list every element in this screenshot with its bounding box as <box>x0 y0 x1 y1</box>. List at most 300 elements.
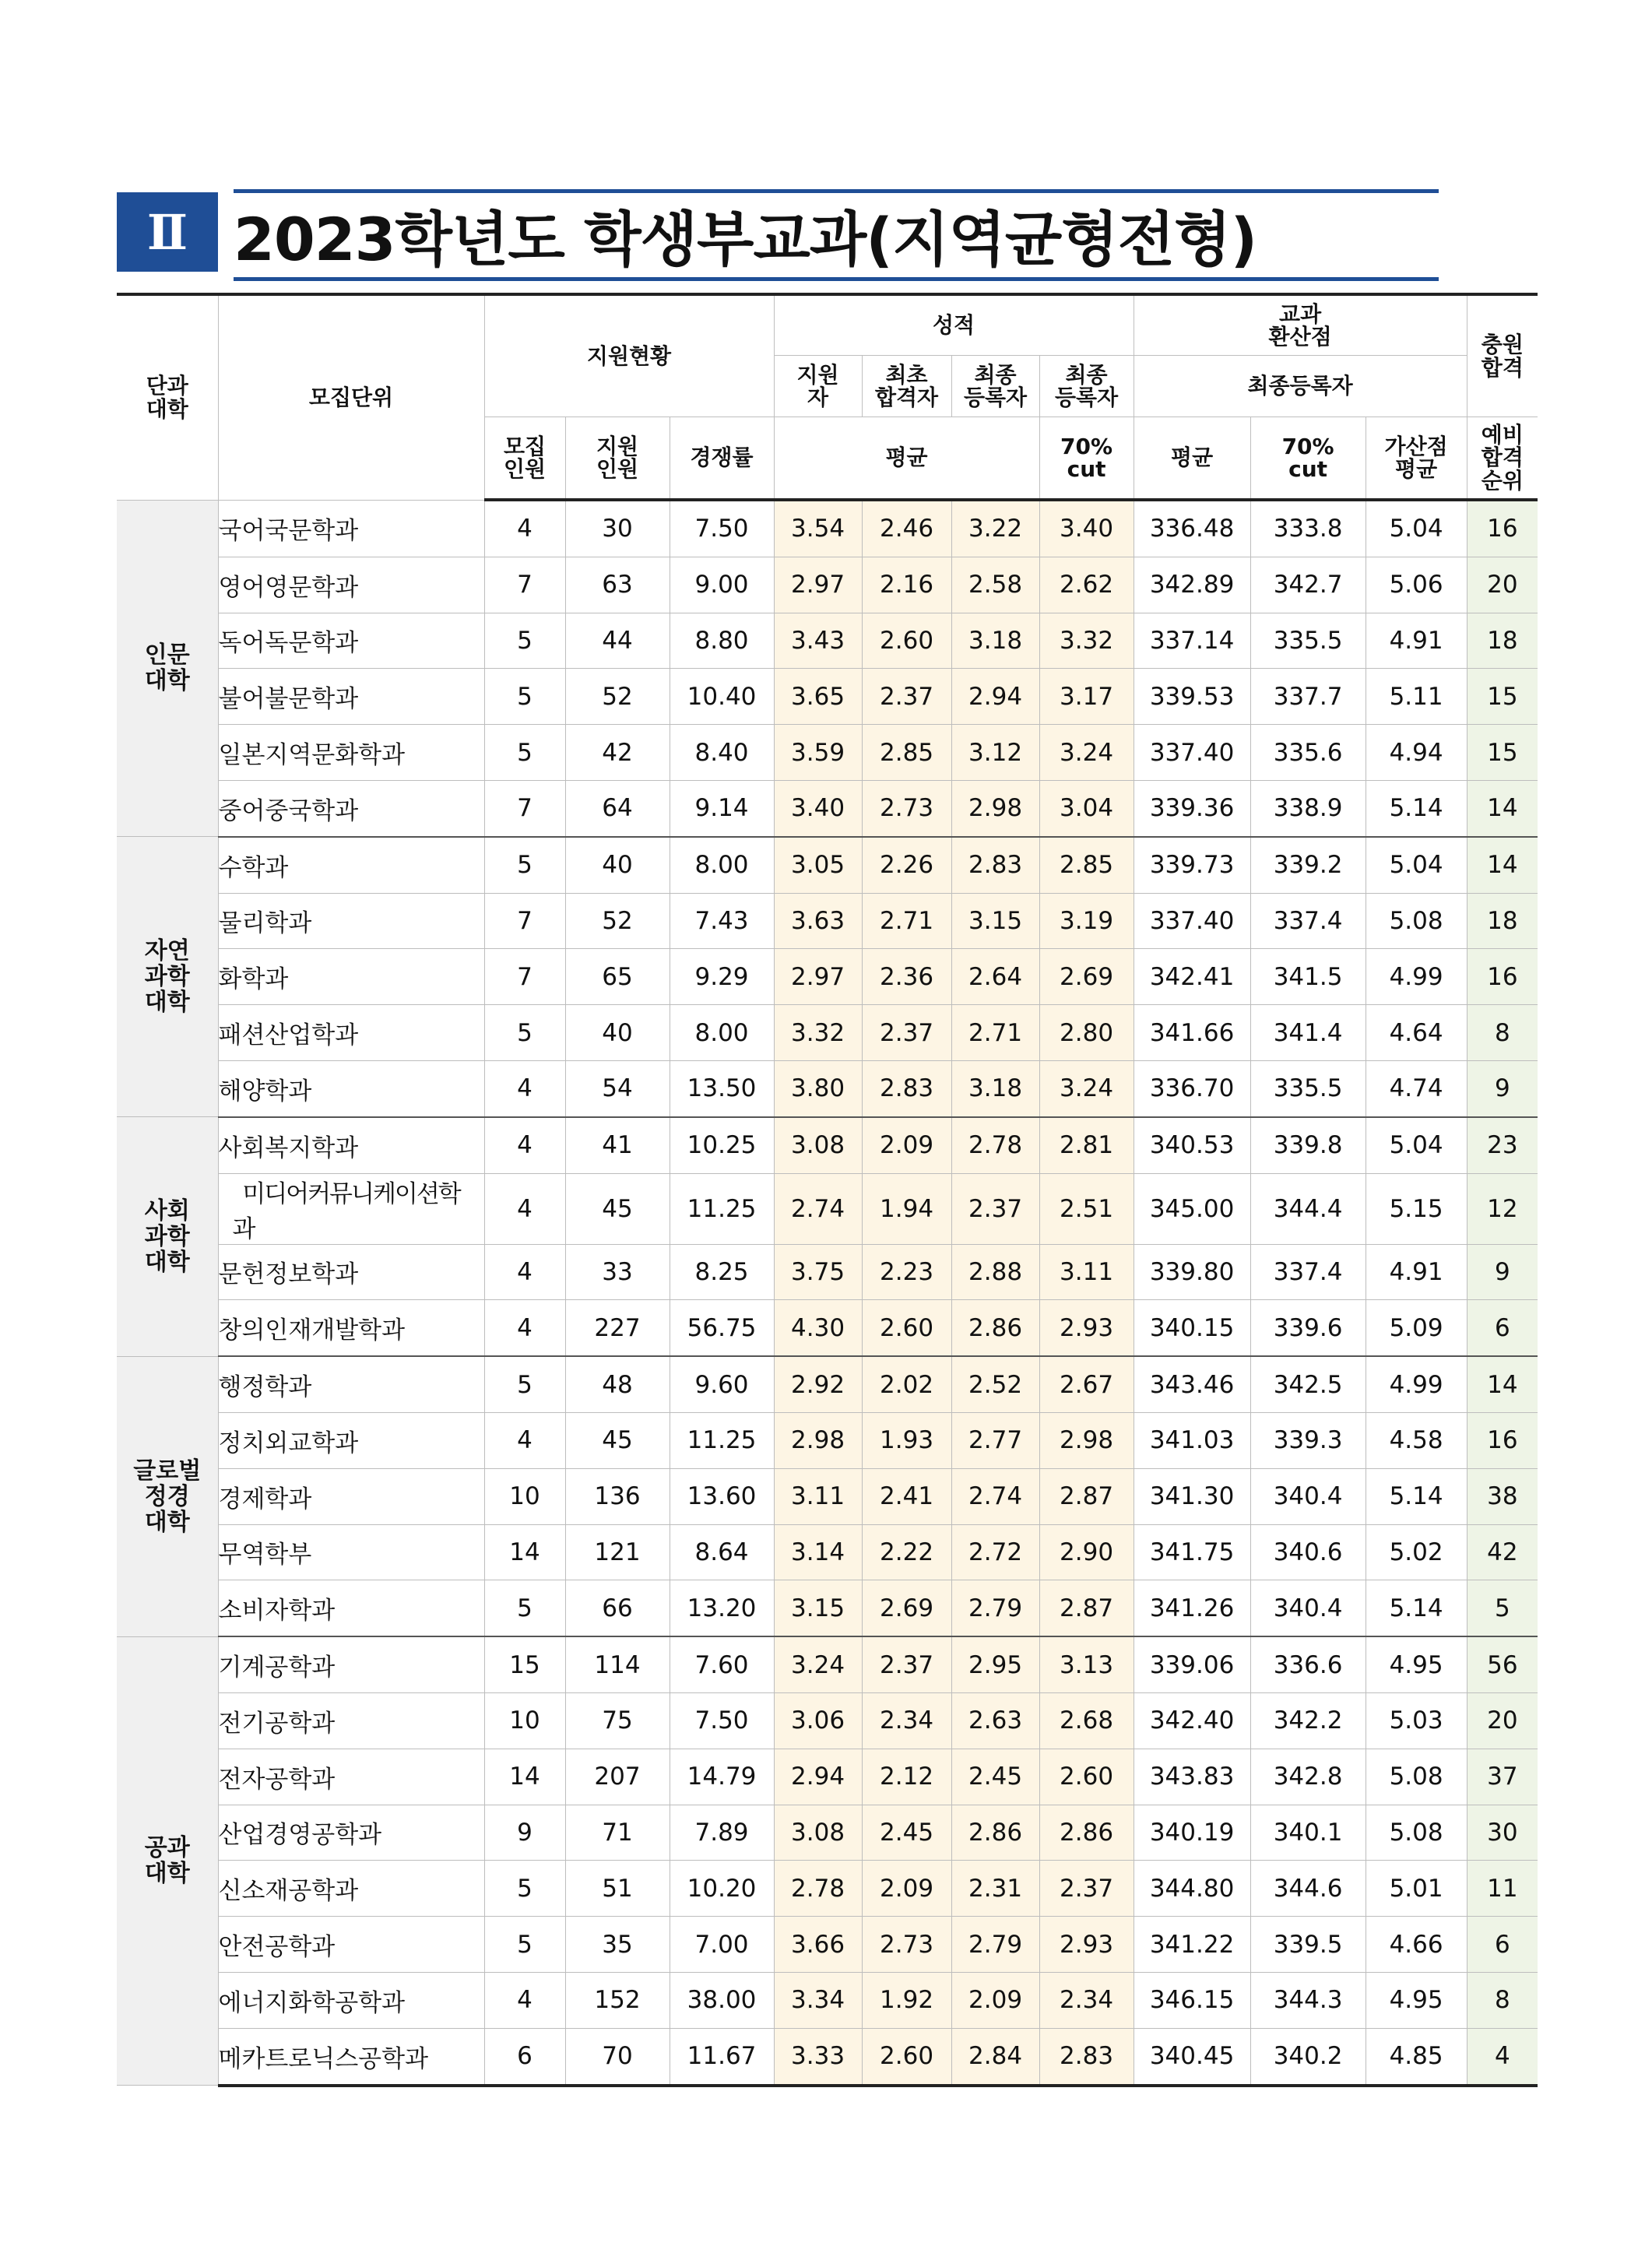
grade-applicant-cell: 3.34 <box>774 1972 862 2028</box>
grade-applicant-cell: 3.54 <box>774 500 862 557</box>
converted-avg-cell: 340.45 <box>1134 2028 1250 2085</box>
waitlist-rank-cell: 14 <box>1467 780 1538 836</box>
applicants-cell: 227 <box>565 1300 670 1356</box>
quota-cell: 4 <box>484 1244 565 1300</box>
department-name-cell: 문헌정보학과 <box>218 1244 484 1300</box>
applicants-cell: 66 <box>565 1580 670 1636</box>
converted-avg-cell: 342.40 <box>1134 1692 1250 1749</box>
converted-cut70-cell: 342.5 <box>1250 1356 1366 1412</box>
bonus-avg-cell: 5.02 <box>1366 1524 1467 1580</box>
waitlist-rank-cell: 6 <box>1467 1917 1538 1973</box>
bonus-avg-cell: 4.85 <box>1366 2028 1467 2085</box>
department-name-cell: 무역학부 <box>218 1524 484 1580</box>
waitlist-rank-cell: 15 <box>1467 669 1538 725</box>
table-row <box>117 557 1538 613</box>
table-row <box>117 1972 1538 2028</box>
quota-cell: 5 <box>484 1917 565 1973</box>
converted-avg-cell: 337.40 <box>1134 725 1250 781</box>
ratio-cell: 7.00 <box>670 1917 774 1973</box>
ratio-cell: 9.00 <box>670 557 774 613</box>
converted-cut70-cell: 337.4 <box>1250 893 1366 949</box>
grade-final-reg-cell: 2.72 <box>951 1524 1039 1580</box>
grade-cut70-cell: 2.60 <box>1039 1749 1134 1805</box>
college-name-cell: 공과 대학 <box>117 1636 218 2085</box>
ratio-cell: 8.80 <box>670 613 774 669</box>
quota-cell: 4 <box>484 1173 565 1244</box>
bonus-avg-cell: 5.15 <box>1366 1173 1467 1244</box>
bonus-avg-cell: 5.01 <box>1366 1861 1467 1917</box>
header-unit: 모집단위 <box>218 294 484 500</box>
applicants-cell: 65 <box>565 949 670 1005</box>
header-conv-cut70: 70% cut <box>1250 417 1366 501</box>
grade-final-reg-cell: 2.45 <box>951 1749 1039 1805</box>
applicants-cell: 45 <box>565 1412 670 1468</box>
grade-cut70-cell: 2.69 <box>1039 949 1134 1005</box>
ratio-cell: 8.00 <box>670 837 774 893</box>
grade-cut70-cell: 2.93 <box>1039 1300 1134 1356</box>
waitlist-rank-cell: 18 <box>1467 893 1538 949</box>
table-body <box>117 500 1538 2086</box>
header-cut70: 70% cut <box>1039 417 1134 501</box>
bonus-avg-cell: 5.09 <box>1366 1300 1467 1356</box>
header-college: 단과 대학 <box>117 294 218 500</box>
grade-cut70-cell: 2.83 <box>1039 2028 1134 2085</box>
quota-cell: 5 <box>484 1861 565 1917</box>
quota-cell: 7 <box>484 780 565 836</box>
ratio-cell: 11.25 <box>670 1412 774 1468</box>
grade-first-pass-cell: 2.34 <box>862 1692 951 1749</box>
bonus-avg-cell: 5.11 <box>1366 669 1467 725</box>
department-name-cell: 수학과 <box>218 837 484 893</box>
grade-applicant-cell: 2.97 <box>774 949 862 1005</box>
ratio-cell: 13.20 <box>670 1580 774 1636</box>
waitlist-rank-cell: 18 <box>1467 613 1538 669</box>
applicants-cell: 54 <box>565 1060 670 1116</box>
converted-cut70-cell: 340.4 <box>1250 1468 1366 1524</box>
table-row <box>117 1692 1538 1749</box>
bonus-avg-cell: 5.08 <box>1366 1749 1467 1805</box>
table-row <box>117 780 1538 836</box>
ratio-cell: 38.00 <box>670 1972 774 2028</box>
grade-first-pass-cell: 2.60 <box>862 1300 951 1356</box>
header-conv-avg: 평균 <box>1134 417 1250 501</box>
header-first-pass: 최초 합격자 <box>862 356 951 417</box>
quota-cell: 14 <box>484 1524 565 1580</box>
ratio-cell: 10.25 <box>670 1117 774 1173</box>
quota-cell: 14 <box>484 1749 565 1805</box>
converted-avg-cell: 340.19 <box>1134 1805 1250 1861</box>
grade-final-reg-cell: 2.95 <box>951 1636 1039 1692</box>
converted-cut70-cell: 344.6 <box>1250 1861 1366 1917</box>
grade-cut70-cell: 2.80 <box>1039 1005 1134 1061</box>
converted-avg-cell: 342.89 <box>1134 557 1250 613</box>
section-title: 2023학년도 학생부교과(지역균형전형) <box>234 204 1257 274</box>
grade-applicant-cell: 3.08 <box>774 1117 862 1173</box>
quota-cell: 5 <box>484 669 565 725</box>
waitlist-rank-cell: 9 <box>1467 1244 1538 1300</box>
college-name-cell: 사회 과학 대학 <box>117 1117 218 1356</box>
grade-final-reg-cell: 2.86 <box>951 1300 1039 1356</box>
converted-avg-cell: 342.41 <box>1134 949 1250 1005</box>
applicants-cell: 136 <box>565 1468 670 1524</box>
ratio-cell: 56.75 <box>670 1300 774 1356</box>
department-name-cell: 국어국문학과 <box>218 500 484 557</box>
converted-avg-cell: 341.30 <box>1134 1468 1250 1524</box>
grade-final-reg-cell: 2.83 <box>951 837 1039 893</box>
header-quota: 모집 인원 <box>484 417 565 501</box>
section-title-bar <box>117 189 1440 279</box>
department-name-cell: 경제학과 <box>218 1468 484 1524</box>
applicants-cell: 52 <box>565 669 670 725</box>
ratio-cell: 14.79 <box>670 1749 774 1805</box>
applicants-cell: 41 <box>565 1117 670 1173</box>
table-row <box>117 1173 1538 1244</box>
grade-first-pass-cell: 2.73 <box>862 1917 951 1973</box>
bonus-avg-cell: 5.04 <box>1366 837 1467 893</box>
bonus-avg-cell: 5.14 <box>1366 1580 1467 1636</box>
grade-final-reg-cell: 2.74 <box>951 1468 1039 1524</box>
converted-avg-cell: 345.00 <box>1134 1173 1250 1244</box>
converted-cut70-cell: 339.3 <box>1250 1412 1366 1468</box>
admission-results-table <box>117 293 1538 2087</box>
table-row <box>117 1117 1538 1173</box>
grade-first-pass-cell: 2.16 <box>862 557 951 613</box>
grade-applicant-cell: 2.98 <box>774 1412 862 1468</box>
converted-cut70-cell: 338.9 <box>1250 780 1366 836</box>
department-name-cell: 메카트로닉스공학과 <box>218 2028 484 2085</box>
grade-first-pass-cell: 2.60 <box>862 613 951 669</box>
department-name-cell: 신소재공학과 <box>218 1861 484 1917</box>
bonus-avg-cell: 4.99 <box>1366 949 1467 1005</box>
converted-cut70-cell: 340.1 <box>1250 1805 1366 1861</box>
bonus-avg-cell: 4.95 <box>1366 1636 1467 1692</box>
waitlist-rank-cell: 14 <box>1467 1356 1538 1412</box>
quota-cell: 10 <box>484 1468 565 1524</box>
applicants-cell: 45 <box>565 1173 670 1244</box>
department-name-cell: 행정학과 <box>218 1356 484 1412</box>
table-row <box>117 725 1538 781</box>
converted-cut70-cell: 344.4 <box>1250 1173 1366 1244</box>
grade-final-reg-cell: 2.77 <box>951 1412 1039 1468</box>
department-name-cell: 불어불문학과 <box>218 669 484 725</box>
applicants-cell: 152 <box>565 1972 670 2028</box>
grade-final-reg-cell: 2.37 <box>951 1173 1039 1244</box>
quota-cell: 7 <box>484 893 565 949</box>
bonus-avg-cell: 4.66 <box>1366 1917 1467 1973</box>
ratio-cell: 7.60 <box>670 1636 774 1692</box>
grade-final-reg-cell: 2.86 <box>951 1805 1039 1861</box>
bonus-avg-cell: 4.64 <box>1366 1005 1467 1061</box>
applicants-cell: 48 <box>565 1356 670 1412</box>
grade-final-reg-cell: 2.78 <box>951 1117 1039 1173</box>
converted-cut70-cell: 341.5 <box>1250 949 1366 1005</box>
quota-cell: 4 <box>484 1300 565 1356</box>
converted-avg-cell: 341.26 <box>1134 1580 1250 1636</box>
grade-cut70-cell: 2.37 <box>1039 1861 1134 1917</box>
applicants-cell: 114 <box>565 1636 670 1692</box>
header-applicant: 지원 자 <box>774 356 862 417</box>
converted-cut70-cell: 335.5 <box>1250 1060 1366 1116</box>
converted-avg-cell: 341.03 <box>1134 1412 1250 1468</box>
header-waitlist: 예비 합격 순위 <box>1467 417 1538 501</box>
quota-cell: 6 <box>484 2028 565 2085</box>
ratio-cell: 9.29 <box>670 949 774 1005</box>
quota-cell: 9 <box>484 1805 565 1861</box>
grade-applicant-cell: 3.15 <box>774 1580 862 1636</box>
quota-cell: 4 <box>484 1412 565 1468</box>
ratio-cell: 7.43 <box>670 893 774 949</box>
applicants-cell: 70 <box>565 2028 670 2085</box>
converted-avg-cell: 339.06 <box>1134 1636 1250 1692</box>
converted-cut70-cell: 341.4 <box>1250 1005 1366 1061</box>
converted-cut70-cell: 339.5 <box>1250 1917 1366 1973</box>
quota-cell: 4 <box>484 1972 565 2028</box>
converted-avg-cell: 339.36 <box>1134 780 1250 836</box>
grade-cut70-cell: 3.11 <box>1039 1244 1134 1300</box>
bonus-avg-cell: 5.04 <box>1366 500 1467 557</box>
waitlist-rank-cell: 20 <box>1467 1692 1538 1749</box>
grade-applicant-cell: 3.65 <box>774 669 862 725</box>
bonus-avg-cell: 4.91 <box>1366 1244 1467 1300</box>
applicants-cell: 33 <box>565 1244 670 1300</box>
applicants-cell: 51 <box>565 1861 670 1917</box>
table-header <box>117 294 1538 500</box>
table-row <box>117 1805 1538 1861</box>
table-row <box>117 2028 1538 2085</box>
grade-first-pass-cell: 2.41 <box>862 1468 951 1524</box>
quota-cell: 7 <box>484 557 565 613</box>
table-row <box>117 1636 1538 1692</box>
grade-first-pass-cell: 2.26 <box>862 837 951 893</box>
grade-applicant-cell: 2.94 <box>774 1749 862 1805</box>
grade-cut70-cell: 3.04 <box>1039 780 1134 836</box>
ratio-cell: 9.14 <box>670 780 774 836</box>
grade-applicant-cell: 3.32 <box>774 1005 862 1061</box>
quota-cell: 5 <box>484 837 565 893</box>
grade-applicant-cell: 2.97 <box>774 557 862 613</box>
bonus-avg-cell: 4.95 <box>1366 1972 1467 2028</box>
department-name-cell: 독어독문학과 <box>218 613 484 669</box>
quota-cell: 5 <box>484 725 565 781</box>
waitlist-rank-cell: 8 <box>1467 1972 1538 2028</box>
applicants-cell: 40 <box>565 837 670 893</box>
department-name-cell: 영어영문학과 <box>218 557 484 613</box>
header-additional: 충원 합격 <box>1467 294 1538 417</box>
grade-cut70-cell: 3.13 <box>1039 1636 1134 1692</box>
grade-first-pass-cell: 2.71 <box>862 893 951 949</box>
header-grades: 성적 <box>774 294 1134 356</box>
grade-final-reg-cell: 2.52 <box>951 1356 1039 1412</box>
converted-avg-cell: 343.46 <box>1134 1356 1250 1412</box>
bonus-avg-cell: 4.91 <box>1366 613 1467 669</box>
grade-first-pass-cell: 1.94 <box>862 1173 951 1244</box>
converted-avg-cell: 340.53 <box>1134 1117 1250 1173</box>
table-row <box>117 1300 1538 1356</box>
waitlist-rank-cell: 16 <box>1467 949 1538 1005</box>
grade-applicant-cell: 3.75 <box>774 1244 862 1300</box>
ratio-cell: 8.64 <box>670 1524 774 1580</box>
department-name-cell: 전기공학과 <box>218 1692 484 1749</box>
grade-first-pass-cell: 2.60 <box>862 2028 951 2085</box>
quota-cell: 4 <box>484 1117 565 1173</box>
grade-applicant-cell: 2.74 <box>774 1173 862 1244</box>
table-row <box>117 1917 1538 1973</box>
college-name-cell: 인문 대학 <box>117 500 218 837</box>
converted-avg-cell: 341.75 <box>1134 1524 1250 1580</box>
grade-cut70-cell: 3.32 <box>1039 613 1134 669</box>
grade-cut70-cell: 3.19 <box>1039 893 1134 949</box>
converted-cut70-cell: 344.3 <box>1250 1972 1366 2028</box>
applicants-cell: 63 <box>565 557 670 613</box>
grade-applicant-cell: 3.24 <box>774 1636 862 1692</box>
converted-avg-cell: 341.66 <box>1134 1005 1250 1061</box>
grade-applicant-cell: 3.08 <box>774 1805 862 1861</box>
ratio-cell: 8.25 <box>670 1244 774 1300</box>
bonus-avg-cell: 5.14 <box>1366 1468 1467 1524</box>
table-row <box>117 1412 1538 1468</box>
grade-final-reg-cell: 2.58 <box>951 557 1039 613</box>
quota-cell: 4 <box>484 500 565 557</box>
grade-first-pass-cell: 2.02 <box>862 1356 951 1412</box>
converted-avg-cell: 339.53 <box>1134 669 1250 725</box>
grade-first-pass-cell: 1.93 <box>862 1412 951 1468</box>
ratio-cell: 13.50 <box>670 1060 774 1116</box>
grade-cut70-cell: 2.93 <box>1039 1917 1134 1973</box>
bonus-avg-cell: 5.08 <box>1366 1805 1467 1861</box>
grade-first-pass-cell: 2.12 <box>862 1749 951 1805</box>
waitlist-rank-cell: 8 <box>1467 1005 1538 1061</box>
grade-final-reg-cell: 3.12 <box>951 725 1039 781</box>
grade-applicant-cell: 4.30 <box>774 1300 862 1356</box>
college-name-cell: 글로벌 정경 대학 <box>117 1356 218 1636</box>
grade-final-reg-cell: 3.22 <box>951 500 1039 557</box>
department-name-cell: 소비자학과 <box>218 1580 484 1636</box>
waitlist-rank-cell: 6 <box>1467 1300 1538 1356</box>
grade-first-pass-cell: 2.85 <box>862 725 951 781</box>
applicants-cell: 40 <box>565 1005 670 1061</box>
applicants-cell: 75 <box>565 1692 670 1749</box>
waitlist-rank-cell: 30 <box>1467 1805 1538 1861</box>
converted-avg-cell: 340.15 <box>1134 1300 1250 1356</box>
converted-cut70-cell: 340.4 <box>1250 1580 1366 1636</box>
bonus-avg-cell: 4.58 <box>1366 1412 1467 1468</box>
applicants-cell: 121 <box>565 1524 670 1580</box>
grade-cut70-cell: 3.24 <box>1039 725 1134 781</box>
bonus-avg-cell: 4.74 <box>1366 1060 1467 1116</box>
department-name-cell: 해양학과 <box>218 1060 484 1116</box>
converted-cut70-cell: 335.5 <box>1250 613 1366 669</box>
grade-cut70-cell: 2.34 <box>1039 1972 1134 2028</box>
section-numeral: Ⅱ <box>117 192 218 272</box>
applicants-cell: 207 <box>565 1749 670 1805</box>
converted-cut70-cell: 340.2 <box>1250 2028 1366 2085</box>
waitlist-rank-cell: 38 <box>1467 1468 1538 1524</box>
converted-cut70-cell: 339.8 <box>1250 1117 1366 1173</box>
converted-cut70-cell: 342.8 <box>1250 1749 1366 1805</box>
waitlist-rank-cell: 4 <box>1467 2028 1538 2085</box>
header-final-reg-cut: 최종 등록자 <box>1039 356 1134 417</box>
grade-final-reg-cell: 2.31 <box>951 1861 1039 1917</box>
grade-cut70-cell: 2.87 <box>1039 1468 1134 1524</box>
grade-applicant-cell: 3.14 <box>774 1524 862 1580</box>
converted-avg-cell: 343.83 <box>1134 1749 1250 1805</box>
department-name-cell: 기계공학과 <box>218 1636 484 1692</box>
quota-cell: 5 <box>484 1005 565 1061</box>
ratio-cell: 10.40 <box>670 669 774 725</box>
converted-avg-cell: 337.14 <box>1134 613 1250 669</box>
waitlist-rank-cell: 9 <box>1467 1060 1538 1116</box>
bonus-avg-cell: 4.94 <box>1366 725 1467 781</box>
grade-cut70-cell: 2.68 <box>1039 1692 1134 1749</box>
ratio-cell: 8.00 <box>670 1005 774 1061</box>
grade-applicant-cell: 3.05 <box>774 837 862 893</box>
grade-applicant-cell: 3.43 <box>774 613 862 669</box>
grade-first-pass-cell: 2.37 <box>862 1636 951 1692</box>
table-row <box>117 1005 1538 1061</box>
header-ratio: 경쟁률 <box>670 417 774 501</box>
header-average: 평균 <box>774 417 1039 501</box>
header-bonus-avg: 가산점 평균 <box>1366 417 1467 501</box>
department-name-cell: 안전공학과 <box>218 1917 484 1973</box>
table-row <box>117 1749 1538 1805</box>
department-name-cell: 사회복지학과 <box>218 1117 484 1173</box>
grade-first-pass-cell: 1.92 <box>862 1972 951 2028</box>
converted-cut70-cell: 337.7 <box>1250 669 1366 725</box>
grade-final-reg-cell: 2.98 <box>951 780 1039 836</box>
grade-cut70-cell: 2.81 <box>1039 1117 1134 1173</box>
converted-avg-cell: 344.80 <box>1134 1861 1250 1917</box>
grade-first-pass-cell: 2.22 <box>862 1524 951 1580</box>
grade-cut70-cell: 3.17 <box>1039 669 1134 725</box>
bonus-avg-cell: 5.03 <box>1366 1692 1467 1749</box>
table-row <box>117 500 1538 557</box>
grade-first-pass-cell: 2.46 <box>862 500 951 557</box>
grade-applicant-cell: 3.59 <box>774 725 862 781</box>
grade-first-pass-cell: 2.73 <box>862 780 951 836</box>
converted-avg-cell: 339.73 <box>1134 837 1250 893</box>
grade-first-pass-cell: 2.45 <box>862 1805 951 1861</box>
grade-final-reg-cell: 2.84 <box>951 2028 1039 2085</box>
quota-cell: 5 <box>484 1356 565 1412</box>
bonus-avg-cell: 5.04 <box>1366 1117 1467 1173</box>
college-name-cell: 자연 과학 대학 <box>117 837 218 1117</box>
waitlist-rank-cell: 14 <box>1467 837 1538 893</box>
grade-final-reg-cell: 2.94 <box>951 669 1039 725</box>
grade-final-reg-cell: 3.18 <box>951 1060 1039 1116</box>
header-final-registrants: 최종등록자 <box>1134 356 1467 417</box>
applicants-cell: 64 <box>565 780 670 836</box>
grade-cut70-cell: 2.86 <box>1039 1805 1134 1861</box>
grade-cut70-cell: 2.67 <box>1039 1356 1134 1412</box>
ratio-cell: 7.50 <box>670 500 774 557</box>
grade-applicant-cell: 3.11 <box>774 1468 862 1524</box>
department-name-cell: 물리학과 <box>218 893 484 949</box>
grade-applicant-cell: 3.80 <box>774 1060 862 1116</box>
converted-avg-cell: 336.70 <box>1134 1060 1250 1116</box>
grade-final-reg-cell: 2.88 <box>951 1244 1039 1300</box>
waitlist-rank-cell: 16 <box>1467 1412 1538 1468</box>
table-row <box>117 837 1538 893</box>
grade-final-reg-cell: 2.64 <box>951 949 1039 1005</box>
waitlist-rank-cell: 5 <box>1467 1580 1538 1636</box>
waitlist-rank-cell: 56 <box>1467 1636 1538 1692</box>
table-row <box>117 669 1538 725</box>
waitlist-rank-cell: 15 <box>1467 725 1538 781</box>
ratio-cell: 9.60 <box>670 1356 774 1412</box>
waitlist-rank-cell: 42 <box>1467 1524 1538 1580</box>
grade-final-reg-cell: 2.63 <box>951 1692 1039 1749</box>
table-row <box>117 1060 1538 1116</box>
